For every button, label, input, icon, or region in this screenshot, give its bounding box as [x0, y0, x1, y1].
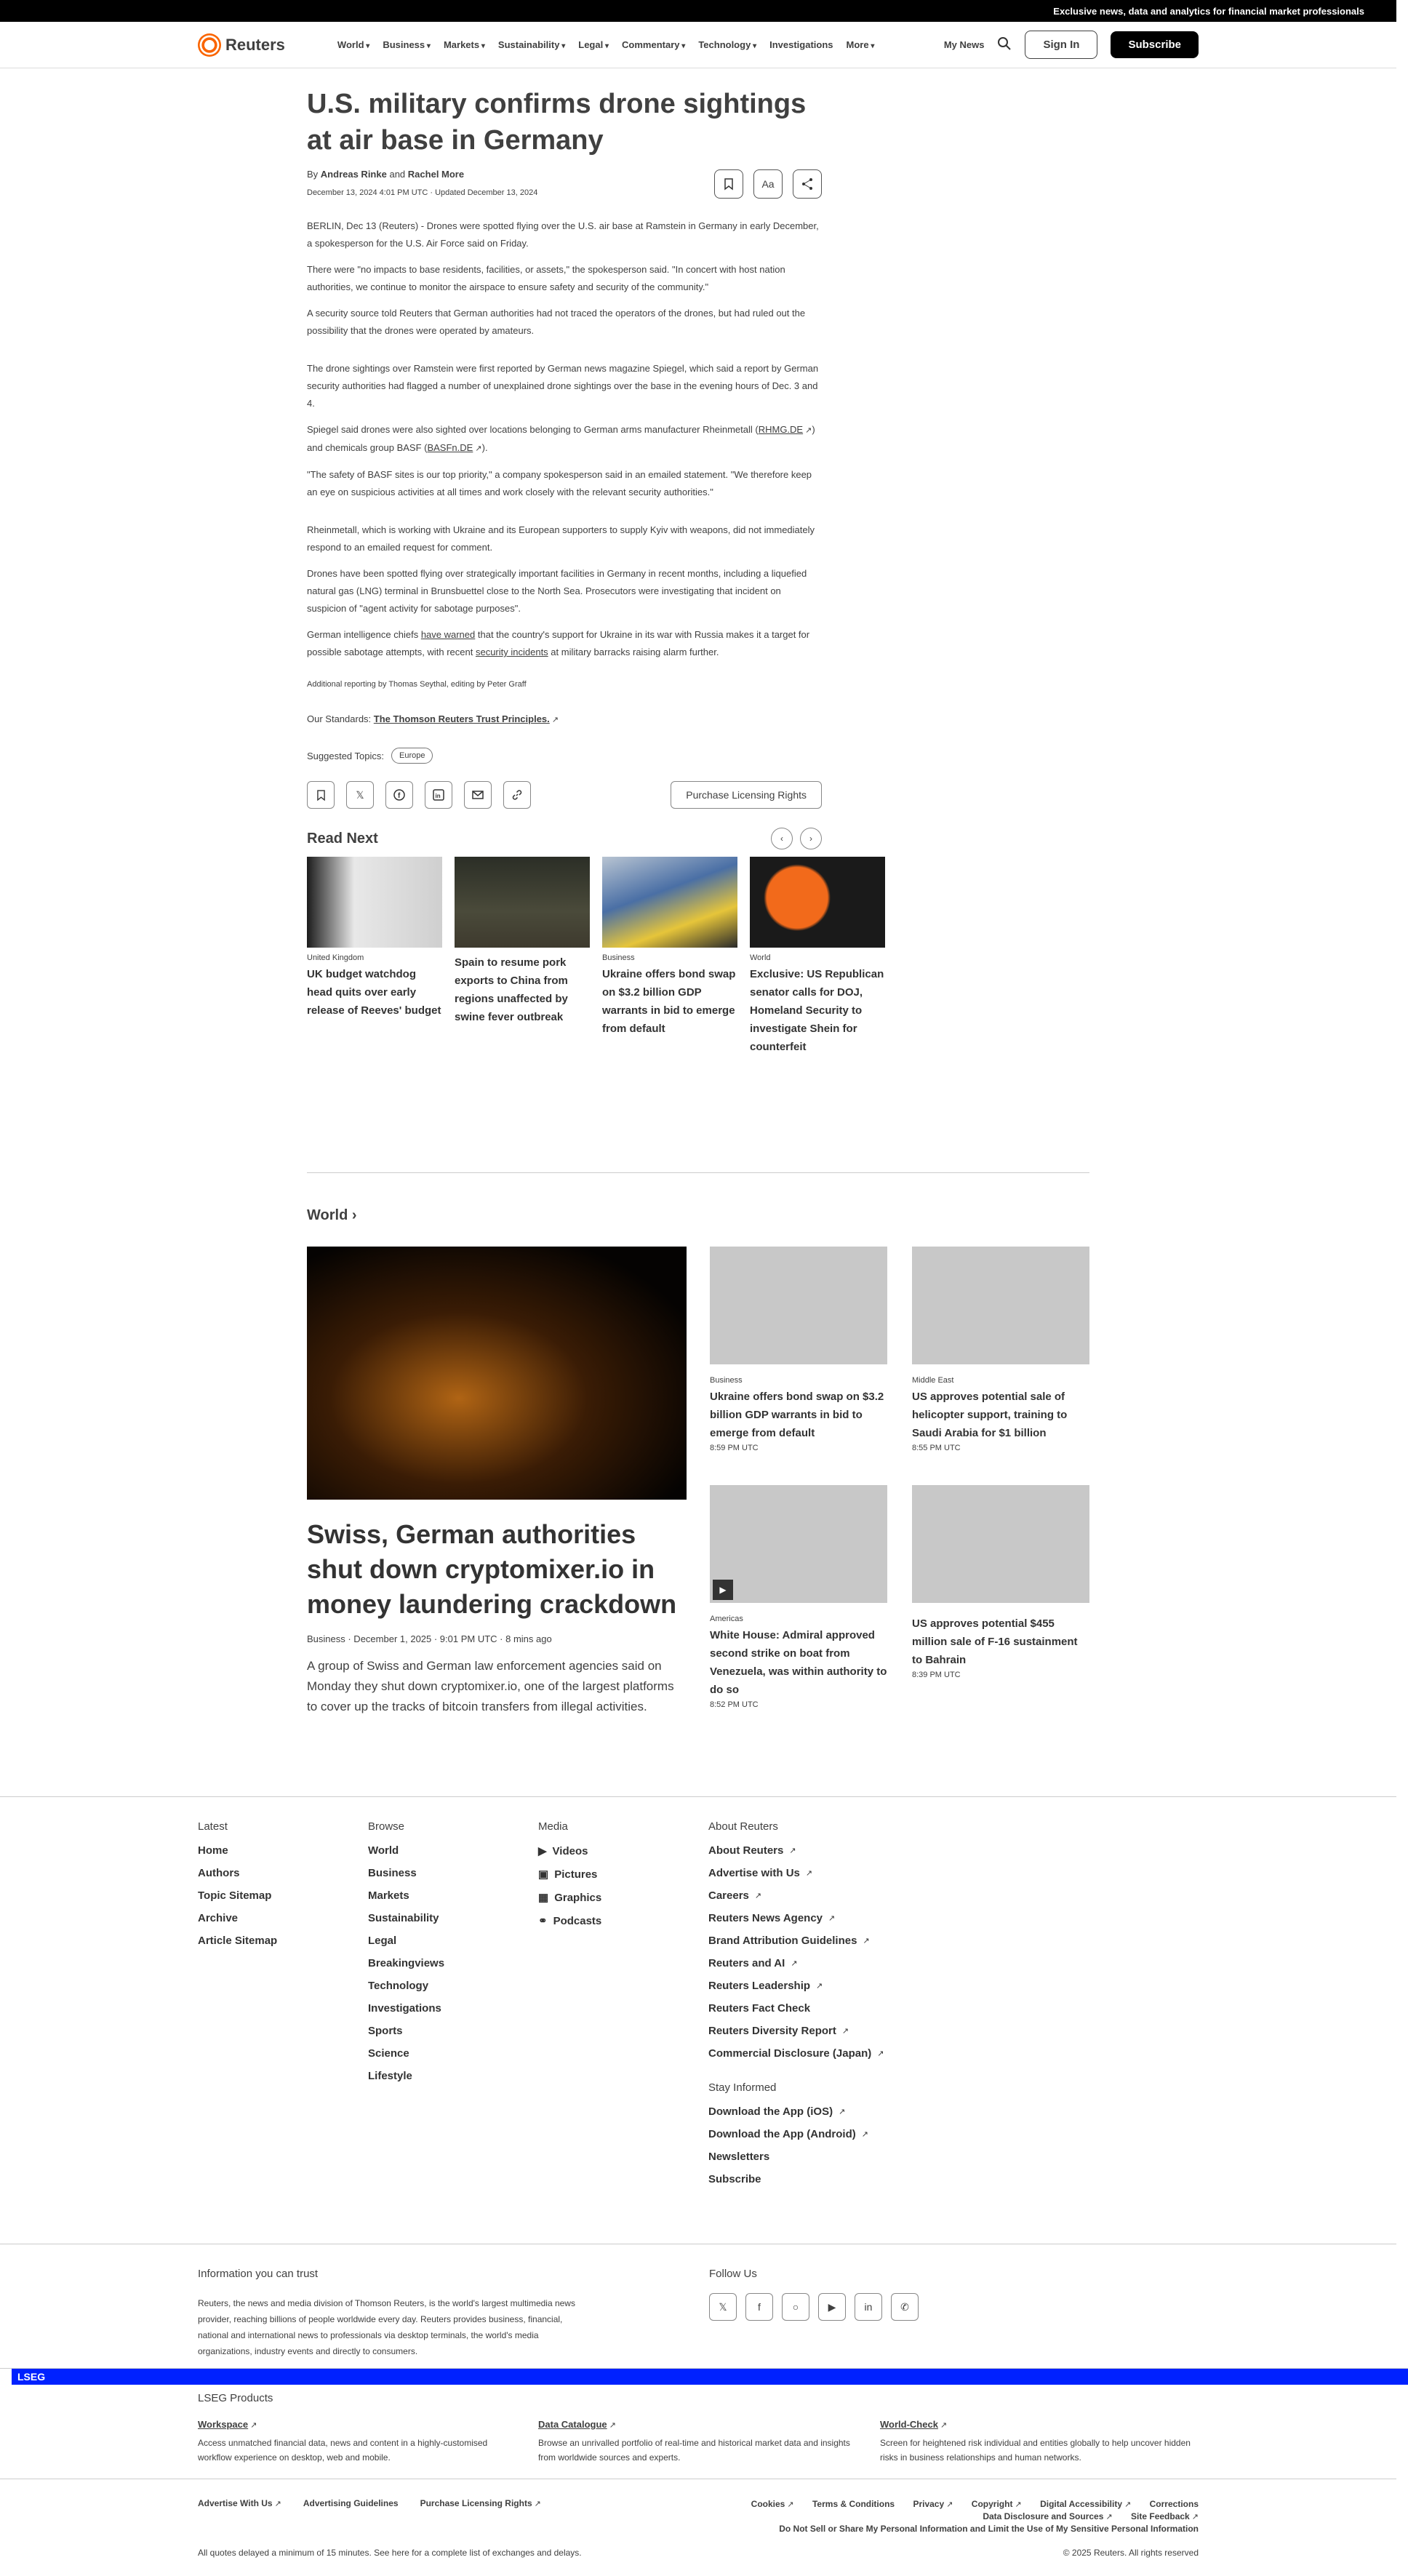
footer-link[interactable]: World — [368, 1844, 399, 1857]
footer-link[interactable]: Investigations — [368, 2002, 441, 2015]
x-twitter-icon[interactable]: 𝕏 — [346, 781, 374, 809]
story-card[interactable]: Middle East US approves potential sale of helicopter support, training to Saudi Arabia for $1 billion 8:55 PM UTC — [912, 1247, 1089, 1452]
footer-link[interactable]: Digital Accessibility ↗ — [1040, 2499, 1131, 2509]
footer-link[interactable]: Reuters and AI ↗ — [708, 1957, 999, 1969]
video-icon: ▶ — [538, 1845, 547, 1857]
nav-markets[interactable]: Markets ▾ — [444, 39, 485, 50]
sign-in-button[interactable]: Sign In — [1025, 31, 1097, 59]
footer-link[interactable]: Reuters Leadership ↗ — [708, 1980, 999, 1992]
lead-story-desc: A group of Swiss and German law enforcement agencies said on Monday they shut down cryptomixer.io, one of the largest platforms to cover up the tracks of bitcoin transfers from illegal activities. — [307, 1659, 674, 1713]
footer-link[interactable]: Advertise with Us ↗ — [708, 1867, 999, 1879]
lead-story-meta: Business · December 1, 2025 · 9:01 PM UTC · 8 mins ago — [307, 1633, 552, 1644]
article-dates: December 13, 2024 4:01 PM UTC · Updated December 13, 2024 — [307, 188, 538, 197]
site-footer — [0, 1796, 1396, 2185]
footer-media: Media ▶ Videos ▣ Pictures ▦ Graphics ⚭ Podcasts — [538, 1820, 708, 2196]
svg-text:in: in — [435, 793, 441, 799]
share-icon[interactable] — [793, 169, 822, 199]
byline: By Andreas Rinke and Rachel More — [307, 169, 465, 180]
link-icon[interactable] — [503, 781, 531, 809]
world-section — [307, 1207, 1089, 1713]
chevron-right-icon[interactable]: › — [800, 828, 822, 849]
footer-link[interactable]: Brand Attribution Guidelines ↗ — [708, 1935, 999, 1947]
promo-text[interactable]: Exclusive news, data and analytics for financial market professionals — [1053, 5, 1364, 17]
topic-pill[interactable]: Europe — [391, 748, 433, 764]
footer-link[interactable]: About Reuters ↗ — [708, 1844, 999, 1857]
article-title: U.S. military confirms drone sightings at air base in Germany — [307, 89, 807, 156]
suggested-topics: Suggested Topics: Europe — [307, 748, 822, 764]
footer-link[interactable]: Reuters Diversity Report ↗ — [708, 2025, 999, 2037]
nav-world[interactable]: World ▾ — [337, 39, 369, 50]
story-card[interactable]: ▶ Americas White House: Admiral approved second strike on boat from Venezuela, was within authority to do so 8:52 PM UTC — [710, 1485, 887, 1709]
youtube-icon[interactable]: ▶ — [818, 2293, 846, 2321]
lseg-badge[interactable]: LSEG — [12, 2368, 1408, 2385]
footer-latest: Latest Home Authors Topic Sitemap Archive Article Sitemap — [198, 1820, 368, 2196]
story-image — [912, 1485, 1089, 1603]
footer-link[interactable]: Advertising Guidelines — [303, 2498, 399, 2508]
search-icon[interactable] — [997, 36, 1012, 53]
story-image — [602, 857, 737, 948]
nav-business[interactable]: Business ▾ — [383, 39, 431, 50]
footer-link[interactable]: ▣ Pictures — [538, 1868, 598, 1881]
footer-link[interactable]: Breakingviews — [368, 1957, 445, 1969]
whatsapp-icon[interactable]: ✆ — [891, 2293, 919, 2321]
author-link[interactable]: Andreas Rinke — [320, 169, 387, 180]
footer-link[interactable]: Corrections — [1149, 2499, 1199, 2509]
story-image — [710, 1247, 887, 1364]
footer-link[interactable]: Science — [368, 2047, 409, 2060]
footer-link[interactable]: Reuters News Agency ↗ — [708, 1912, 999, 1924]
footer-link[interactable]: Cookies ↗ — [751, 2499, 794, 2509]
footer-about: About Reuters About Reuters ↗ Advertise with Us ↗ Careers ↗ Reuters News Agency ↗ Brand Attribution Guidelines ↗ Reuters and AI ↗ Reuters Leadership ↗ Reuters Fact Check Reuters Diversity Report ↗ Commercial Disclosure (Japan) ↗ Stay Informed Download the App (iOS) ↗ Download the App (Android) ↗ Newsletters Subscribe — [708, 1820, 999, 2196]
paragraph: The drone sightings over Ramstein were first reported by German news magazine Spiegel, which said a report by German security authorities had flagged a number of unexplained drone sightings over the base in the evening hours of Dec. 3 and 4. — [307, 363, 819, 409]
paragraph: A security source told Reuters that German authorities had not traced the operators of the drones, but had ruled out the possibility that the drones were operated by amateurs. — [307, 308, 806, 336]
chevron-left-icon[interactable]: ‹ — [771, 828, 793, 849]
main-nav — [337, 39, 874, 50]
facebook-icon[interactable] — [385, 781, 413, 809]
footer-link[interactable]: Topic Sitemap — [198, 1889, 272, 1902]
lead-story[interactable] — [307, 1247, 687, 1717]
section-title[interactable]: World › — [307, 1207, 357, 1223]
footer-browse: Browse World Business Markets Sustainability Legal Breakingviews Technology Investigations Sports Science Lifestyle — [368, 1820, 538, 2196]
site-header — [0, 22, 1396, 68]
paragraph: Rheinmetall, which is working with Ukraine and its European supporters to supply Kyiv with weapons, did not immediately respond to an emailed request for comment. — [307, 524, 815, 553]
svg-text:f: f — [398, 792, 401, 800]
story-image — [710, 1485, 887, 1603]
ticker-link[interactable]: RHMG.DE — [758, 424, 804, 435]
footer-link[interactable]: Data Disclosure and Sources ↗ — [983, 2511, 1112, 2521]
story-image — [912, 1247, 1089, 1364]
standards: Our Standards: The Thomson Reuters Trust Principles. ↗ — [307, 713, 822, 724]
linkedin-icon[interactable]: in — [855, 2293, 882, 2321]
paragraph: Spiegel said drones were also sighted over locations belonging to German arms manufacturer Rheinmetall (RHMG.DE ↗ ) and chemicals group BASF (BASFn.DE ↗ ). — [307, 421, 822, 457]
lseg-products: LSEG Products Workspace ↗ Access unmatched financial data, news and content in a highly-customised workflow experience on desktop, web and mobile. Data Catalogue ↗ Browse an unrivalled portfolio of real-time and historical market data and insights from worldwide sources and experts. World-Check ↗ Screen for heightened risk individual and entities globally to help uncover hidden risks in business relationships and human networks. — [0, 2368, 1396, 2369]
play-icon[interactable]: ▶ — [713, 1580, 733, 1600]
bookmark-icon[interactable] — [714, 169, 743, 199]
reuters-logo-icon — [198, 33, 221, 57]
email-icon[interactable] — [464, 781, 492, 809]
footer-link[interactable]: Advertise With Us ↗ — [198, 2498, 281, 2508]
footer-link[interactable]: Purchase Licensing Rights ↗ — [420, 2498, 541, 2508]
product-world-check[interactable]: World-Check ↗ Screen for heightened risk individual and entities globally to help uncover hidden risks in business relationships and human networks. — [880, 2418, 1200, 2465]
product-workspace[interactable]: Workspace ↗ Access unmatched financial data, news and content in a highly-customised workflow experience on desktop, web and mobile. — [198, 2418, 518, 2465]
footer-link[interactable]: Privacy ↗ — [913, 2499, 953, 2509]
ticker-link[interactable]: BASFn.DE — [427, 442, 473, 453]
story-image — [750, 857, 885, 948]
footer-link[interactable]: Legal — [368, 1935, 397, 1947]
footer-link[interactable]: Subscribe — [708, 2173, 761, 2185]
footer-link[interactable]: Download the App (Android) ↗ — [708, 2128, 999, 2140]
copyright: © 2025 Reuters. All rights reserved — [1063, 2548, 1199, 2558]
read-next-card[interactable]: World Exclusive: US Republican senator calls for DOJ, Homeland Security to investigate Shein for counterfeit — [750, 857, 885, 1056]
nav-sustainability[interactable]: Sustainability ▾ — [498, 39, 565, 50]
facebook-icon[interactable]: f — [745, 2293, 773, 2321]
footer-link[interactable]: ⚭ Podcasts — [538, 1914, 602, 1927]
footer-link[interactable]: Reuters Fact Check — [708, 2002, 811, 2015]
font-size-button[interactable]: Aa — [753, 169, 783, 199]
footer-link[interactable]: Site Feedback ↗ — [1131, 2511, 1199, 2521]
story-image — [455, 857, 590, 948]
read-next-title: Read Next — [307, 830, 378, 847]
paragraph: Drones have been spotted flying over strategically important facilities in Germany in recent months, including a liquefied natural gas (LNG) terminal in Brunsbuettel close to the North Sea. Prosecutors were investigating that incident on suspicion of "agent activity for sabotage purposes". — [307, 568, 807, 614]
footer-link[interactable]: Sports — [368, 2025, 403, 2037]
nav-technology[interactable]: Technology ▾ — [698, 39, 756, 50]
footer-link[interactable]: ▦ Graphics — [538, 1891, 602, 1904]
footer-link[interactable]: Terms & Conditions — [812, 2499, 895, 2509]
read-next-card[interactable]: Business Ukraine offers bond swap on $3.2 billion GDP warrants in bid to emerge from default — [602, 857, 737, 1056]
footer-link[interactable]: Download the App (iOS) ↗ — [708, 2105, 999, 2118]
bookmark-icon[interactable] — [307, 781, 335, 809]
read-next-carousel — [307, 857, 884, 1104]
nav-legal[interactable]: Legal ▾ — [578, 39, 609, 50]
story-image — [307, 857, 442, 948]
story-card[interactable]: US approves potential $455 million sale of F-16 sustainment to Bahrain 8:39 PM UTC — [912, 1485, 1089, 1679]
footer-link[interactable]: Business — [368, 1867, 417, 1879]
article — [307, 86, 884, 1104]
headphones-icon: ⚭ — [538, 1915, 548, 1927]
section-divider — [307, 1172, 1089, 1173]
footer-link[interactable]: Careers ↗ — [708, 1889, 999, 1902]
nav-more[interactable]: More ▾ — [847, 39, 875, 50]
camera-icon: ▣ — [538, 1868, 549, 1881]
footer-link[interactable]: Lifestyle — [368, 2070, 412, 2082]
story-image — [307, 1247, 687, 1500]
footer-link[interactable]: ▶ Videos — [538, 1844, 588, 1857]
footer-link[interactable]: Markets — [368, 1889, 409, 1902]
footer-link[interactable]: Technology — [368, 1980, 429, 1992]
footer-link[interactable]: Authors — [198, 1867, 240, 1879]
read-next-card[interactable]: United Kingdom UK budget watchdog head quits over early release of Reeves' budget — [307, 857, 442, 1056]
additional-reporting: Additional reporting by Thomas Seythal, editing by Peter Graff — [307, 680, 527, 689]
footer-link[interactable]: Sustainability — [368, 1912, 439, 1924]
my-news-link[interactable]: My News — [943, 39, 985, 50]
paragraph: There were "no impacts to base residents, facilities, or assets," the spokesperson said. "In concert with host nation authorities, we continue to monitor the airspace to ensure safety and security of the community." — [307, 264, 785, 292]
x-twitter-icon[interactable]: 𝕏 — [709, 2293, 737, 2321]
linkedin-icon[interactable] — [425, 781, 452, 809]
subscribe-button[interactable]: Subscribe — [1111, 31, 1199, 58]
footer-link[interactable]: Article Sitemap — [198, 1935, 278, 1947]
read-next-header — [307, 828, 822, 849]
footer-link[interactable]: Archive — [198, 1912, 239, 1924]
footer-link[interactable]: Copyright ↗ — [972, 2499, 1022, 2509]
follow-us: Follow Us 𝕏 f ○ ▶ in ✆ — [709, 2268, 919, 2321]
trust-principles-link[interactable]: The Thomson Reuters Trust Principles. — [373, 713, 550, 724]
author-link[interactable]: Rachel More — [407, 169, 465, 180]
graphics-icon: ▦ — [538, 1892, 549, 1904]
paragraph: German intelligence chiefs have warned that the country's support for Ukraine in its war with Russia makes it a target for possible sabotage attempts, with recent security incidents at military barracks raising alarm further. — [307, 629, 810, 657]
lead-story-title[interactable]: Swiss, German authorities shut down cryptomixer.io in money laundering crackdown — [307, 1519, 677, 1619]
purchase-licensing-button[interactable]: Purchase Licensing Rights — [671, 781, 822, 809]
paragraph: BERLIN, Dec 13 (Reuters) - Drones were spotted flying over the U.S. air base at Ramstein in Germany in early December, a spokesperson for the U.S. Air Force said on Friday. — [307, 220, 819, 249]
share-row — [307, 781, 822, 809]
footer-link[interactable]: Commercial Disclosure (Japan) ↗ — [708, 2047, 999, 2060]
footer-link[interactable]: Home — [198, 1844, 228, 1857]
story-card[interactable]: Business Ukraine offers bond swap on $3.2 billion GDP warrants in bid to emerge from default 8:59 PM UTC — [710, 1247, 887, 1452]
paragraph: "The safety of BASF sites is our top priority," a company spokesperson said in an emailed statement. "We therefore keep an eye on suspicious activities at all times and work closely with the relevant security authorities." — [307, 469, 812, 497]
nav-investigations[interactable]: Investigations — [769, 39, 833, 50]
inline-link[interactable]: security incidents — [475, 647, 548, 657]
read-next-card[interactable]: Spain to resume pork exports to China from regions unaffected by swine fever outbreak — [455, 857, 590, 1056]
footer-link[interactable]: Do Not Sell or Share My Personal Information and Limit the Use of My Sensitive Personal Information — [779, 2524, 1199, 2534]
footer-link[interactable]: Newsletters — [708, 2151, 770, 2163]
article-body — [307, 217, 822, 661]
nav-commentary[interactable]: Commentary ▾ — [622, 39, 685, 50]
instagram-icon[interactable]: ○ — [782, 2293, 809, 2321]
quotes-disclaimer: All quotes delayed a minimum of 15 minutes. See here for a complete list of exchanges and delays. — [198, 2548, 582, 2558]
product-data-catalogue[interactable]: Data Catalogue ↗ Browse an unrivalled portfolio of real-time and historical market data and insights from worldwide sources and experts. — [538, 2418, 858, 2465]
article-tools — [714, 169, 822, 199]
reuters-logo[interactable]: Reuters — [198, 33, 285, 57]
inline-link[interactable]: have warned — [420, 629, 476, 640]
